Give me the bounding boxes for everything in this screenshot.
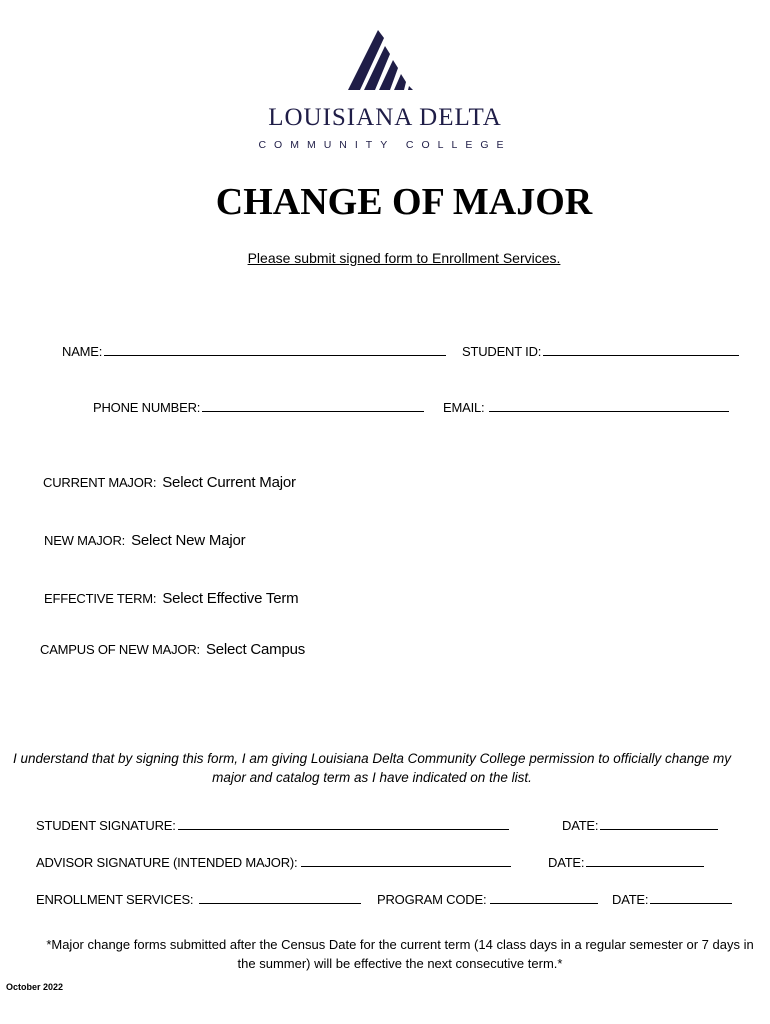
current-major-label: CURRENT MAJOR: (43, 475, 157, 490)
form-instruction: Please submit signed form to Enrollment Services. (247, 250, 561, 266)
college-name: LOUISIANA DELTA (268, 104, 502, 131)
advisor-date-field[interactable] (548, 855, 704, 870)
current-major-select[interactable]: Select Current Major (162, 474, 296, 491)
consent-statement: I understand that by signing this form, I am giving Louisiana Delta Community College permission to officially change my major and catalog term as I have indicated on the list. (12, 751, 732, 785)
advisor-signature-field[interactable] (36, 855, 511, 870)
name-field[interactable] (62, 344, 446, 359)
student-date-line[interactable] (600, 819, 718, 830)
campus-select[interactable]: Select Campus (205, 641, 306, 658)
current-major-field (43, 474, 296, 491)
effective-term-label: EFFECTIVE TERM: (44, 591, 157, 606)
enrollment-date-line[interactable] (650, 893, 732, 904)
advisor-signature-line[interactable] (301, 856, 511, 867)
advisor-signature-label: ADVISOR SIGNATURE (INTENDED MAJOR): (36, 855, 298, 870)
student-date-field[interactable] (562, 818, 718, 833)
effective-term-field (44, 590, 298, 607)
name-line[interactable] (104, 345, 446, 356)
student-date-label: DATE: (562, 818, 599, 833)
census-notice: *Major change forms submitted after the Census Date for the current term (14 class days in a regular semester or 7 days in the summer) will be effective the next consecutive term.* (46, 937, 754, 971)
new-major-field (44, 532, 245, 549)
program-code-line[interactable] (490, 893, 598, 904)
program-code-field[interactable] (377, 892, 598, 907)
enrollment-date-field[interactable] (612, 892, 732, 907)
form-title: CHANGE OF MAJOR (215, 181, 593, 223)
phone-field[interactable] (93, 400, 424, 415)
new-major-label: NEW MAJOR: (44, 533, 126, 548)
new-major-select[interactable]: Select New Major (131, 532, 246, 549)
effective-term-select[interactable]: Select Effective Term (162, 590, 299, 607)
college-subtitle: COMMUNITY COLLEGE (258, 139, 512, 151)
campus-label: CAMPUS OF NEW MAJOR: (40, 642, 200, 657)
student-signature-label: STUDENT SIGNATURE: (36, 818, 176, 833)
advisor-date-label: DATE: (548, 855, 585, 870)
phone-label: PHONE NUMBER: (93, 400, 201, 415)
email-label: EMAIL: (443, 400, 485, 415)
name-label: NAME: (62, 344, 103, 359)
enrollment-services-label: ENROLLMENT SERVICES: (36, 892, 194, 907)
student-id-line[interactable] (543, 345, 739, 356)
enrollment-date-label: DATE: (612, 892, 649, 907)
email-field[interactable] (443, 400, 729, 415)
enrollment-services-field[interactable] (36, 892, 361, 907)
student-id-field[interactable] (462, 344, 739, 359)
student-id-label: STUDENT ID: (462, 344, 542, 359)
enrollment-services-line[interactable] (199, 893, 361, 904)
student-signature-line[interactable] (178, 819, 509, 830)
delta-triangle-logo-icon (348, 30, 424, 92)
campus-field (40, 641, 305, 658)
email-line[interactable] (489, 401, 729, 412)
footer-date: October 2022 (6, 982, 64, 992)
program-code-label: PROGRAM CODE: (377, 892, 487, 907)
student-signature-field[interactable] (36, 818, 509, 833)
advisor-date-line[interactable] (586, 856, 704, 867)
phone-line[interactable] (202, 401, 424, 412)
